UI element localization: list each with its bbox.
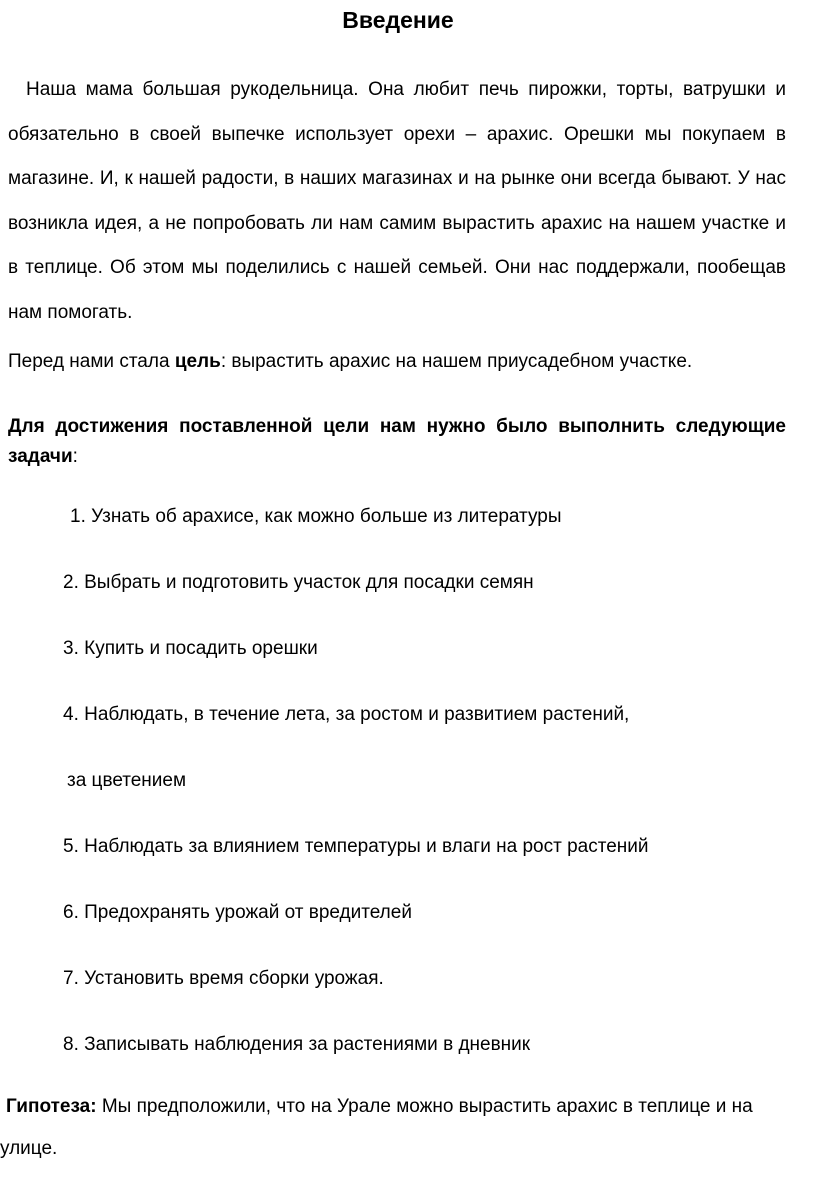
hypothesis-label: Гипотеза:	[6, 1096, 97, 1117]
tasks-heading-suffix: :	[72, 446, 78, 467]
goal-prefix: Перед нами стала	[8, 351, 175, 372]
task-item-7: 7. Установить время сборки урожая.	[63, 968, 384, 989]
goal-paragraph	[8, 347, 786, 377]
tasks-heading-bold: Для достижения поставленной цели нам нужно было выполнить следующие задачи	[8, 416, 786, 467]
task-item-4-continuation: за цветением	[67, 770, 187, 791]
goal-label: цель	[174, 351, 221, 372]
task-item-4: 4. Наблюдать, в течение лета, за ростом и развитием растений,	[63, 704, 630, 725]
page-title: Введение	[342, 7, 454, 33]
hypothesis-text: Мы предположили, что на Урале можно вырастить арахис в теплице и на улице.	[0, 1096, 753, 1159]
task-item-5: 5. Наблюдать за влиянием температуры и влаги на рост растений	[63, 836, 649, 857]
task-item-6: 6. Предохранять урожай от вредителей	[63, 902, 412, 923]
task-item-2: 2. Выбрать и подготовить участок для посадки семян	[63, 572, 534, 593]
tasks-heading	[8, 412, 786, 472]
task-item-1: 1. Узнать об арахисе, как можно больше из литературы	[70, 506, 562, 527]
intro-paragraph: Наша мама большая рукодельница. Она любит печь пирожки, торты, ватрушки и обязательно в своей выпечке использует орехи – арахис. Орешки мы покупаем в магазине. И, к нашей радости, в наших магазинах и на рынке они всегда бывают. У нас возникла идея, а не попробовать ли нам самим вырастить арахис на нашем участке и в теплице. Об этом мы поделились с нашей семьей. Они нас поддержали, пообещав нам помогать.	[8, 79, 786, 323]
task-item-8: 8. Записывать наблюдения за растениями в дневник	[63, 1034, 531, 1055]
hypothesis-paragraph	[0, 1086, 790, 1170]
task-item-3: 3. Купить и посадить орешки	[63, 638, 318, 659]
goal-text: : вырастить арахис на нашем приусадебном участке.	[220, 351, 693, 372]
